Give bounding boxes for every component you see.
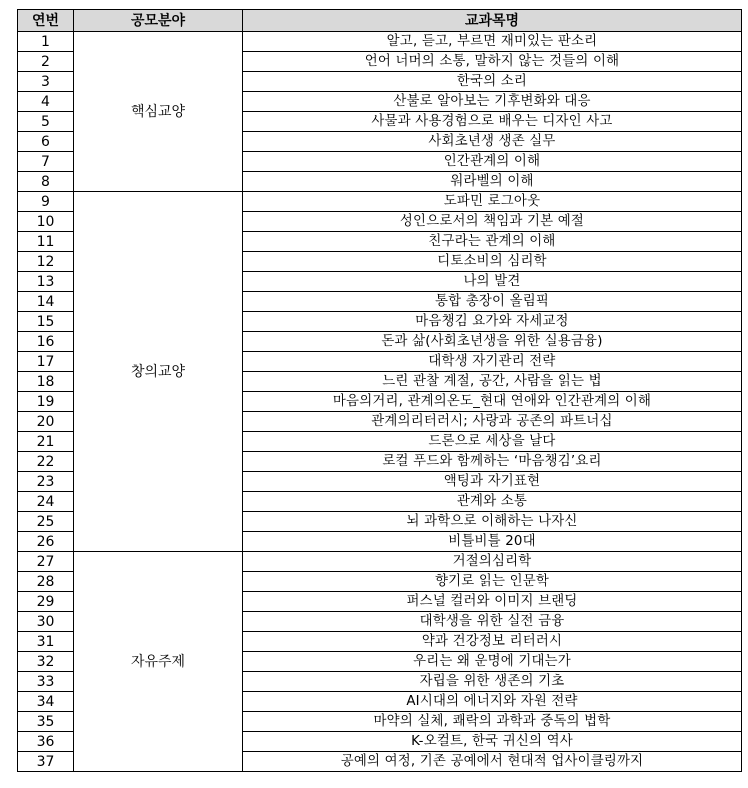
row-number: 31	[18, 632, 74, 652]
course-title: 퍼스널 컬러와 이미지 브랜딩	[243, 592, 742, 612]
course-title: 나의 발견	[243, 272, 742, 292]
row-number: 29	[18, 592, 74, 612]
row-number: 21	[18, 432, 74, 452]
row-number: 27	[18, 552, 74, 572]
course-title: 통합 총장이 올림픽	[243, 292, 742, 312]
course-title: K-오컬트, 한국 귀신의 역사	[243, 732, 742, 752]
course-title: 뇌 과학으로 이해하는 나자신	[243, 512, 742, 532]
field-cell: 자유주제	[74, 552, 243, 772]
table-row	[18, 32, 742, 52]
course-title: 드론으로 세상을 날다	[243, 432, 742, 452]
row-number: 7	[18, 152, 74, 172]
row-number: 20	[18, 412, 74, 432]
row-number: 25	[18, 512, 74, 532]
row-number: 8	[18, 172, 74, 192]
course-title: 성인으로서의 책임과 기본 예절	[243, 212, 742, 232]
course-title: 대학생을 위한 실전 금융	[243, 612, 742, 632]
table-row	[18, 552, 742, 572]
row-number: 19	[18, 392, 74, 412]
course-title: 거절의심리학	[243, 552, 742, 572]
course-title: 비틀비틀 20대	[243, 532, 742, 552]
table-row	[18, 192, 742, 212]
row-number: 4	[18, 92, 74, 112]
row-number: 18	[18, 372, 74, 392]
table-body	[18, 32, 742, 772]
header-field: 공모분야	[74, 10, 243, 32]
course-title: AI시대의 에너지와 자원 전략	[243, 692, 742, 712]
course-title: 알고, 듣고, 부르면 재미있는 판소리	[243, 32, 742, 52]
course-title: 언어 너머의 소통, 말하지 않는 것들의 이해	[243, 52, 742, 72]
row-number: 35	[18, 712, 74, 732]
course-title: 친구라는 관계의 이해	[243, 232, 742, 252]
course-title: 대학생 자기관리 전략	[243, 352, 742, 372]
course-title: 로컬 푸드와 함께하는 ‘마음챙김’요리	[243, 452, 742, 472]
row-number: 1	[18, 32, 74, 52]
course-title: 자립을 위한 생존의 기초	[243, 672, 742, 692]
row-number: 28	[18, 572, 74, 592]
row-number: 14	[18, 292, 74, 312]
row-number: 23	[18, 472, 74, 492]
row-number: 6	[18, 132, 74, 152]
course-title: 사물과 사용경험으로 배우는 디자인 사고	[243, 112, 742, 132]
course-title: 돈과 삶(사회초년생을 위한 실용금융)	[243, 332, 742, 352]
row-number: 34	[18, 692, 74, 712]
course-title: 느린 관찰 계절, 공간, 사람을 읽는 법	[243, 372, 742, 392]
row-number: 2	[18, 52, 74, 72]
row-number: 17	[18, 352, 74, 372]
field-cell: 핵심교양	[74, 32, 243, 192]
row-number: 9	[18, 192, 74, 212]
course-title: 액팅과 자기표현	[243, 472, 742, 492]
row-number: 3	[18, 72, 74, 92]
row-number: 33	[18, 672, 74, 692]
course-title: 마음의거리, 관계의온도_현대 연애와 인간관계의 이해	[243, 392, 742, 412]
row-number: 12	[18, 252, 74, 272]
course-title: 공예의 여정, 기존 공예에서 현대적 업사이클링까지	[243, 752, 742, 772]
row-number: 13	[18, 272, 74, 292]
field-cell: 창의교양	[74, 192, 243, 552]
course-title: 관계와 소통	[243, 492, 742, 512]
course-title: 한국의 소리	[243, 72, 742, 92]
course-title: 사회초년생 생존 실무	[243, 132, 742, 152]
row-number: 10	[18, 212, 74, 232]
row-number: 15	[18, 312, 74, 332]
course-title: 향기로 읽는 인문학	[243, 572, 742, 592]
row-number: 16	[18, 332, 74, 352]
course-title: 마약의 실체, 쾌락의 과학과 중독의 법학	[243, 712, 742, 732]
row-number: 30	[18, 612, 74, 632]
row-number: 24	[18, 492, 74, 512]
header-row	[18, 10, 742, 32]
row-number: 37	[18, 752, 74, 772]
course-title: 약과 건강정보 리터러시	[243, 632, 742, 652]
row-number: 5	[18, 112, 74, 132]
course-title: 마음챙김 요가와 자세교정	[243, 312, 742, 332]
course-title: 인간관계의 이해	[243, 152, 742, 172]
header-number: 연번	[18, 10, 74, 32]
course-title: 워라벨의 이해	[243, 172, 742, 192]
row-number: 26	[18, 532, 74, 552]
course-title: 산불로 알아보는 기후변화와 대응	[243, 92, 742, 112]
course-title: 우리는 왜 운명에 기대는가	[243, 652, 742, 672]
course-title: 관계의리터러시; 사랑과 공존의 파트너십	[243, 412, 742, 432]
header-course: 교과목명	[243, 10, 742, 32]
row-number: 11	[18, 232, 74, 252]
course-table	[17, 9, 742, 772]
course-title: 디토소비의 심리학	[243, 252, 742, 272]
row-number: 22	[18, 452, 74, 472]
course-title: 도파민 로그아웃	[243, 192, 742, 212]
row-number: 32	[18, 652, 74, 672]
row-number: 36	[18, 732, 74, 752]
